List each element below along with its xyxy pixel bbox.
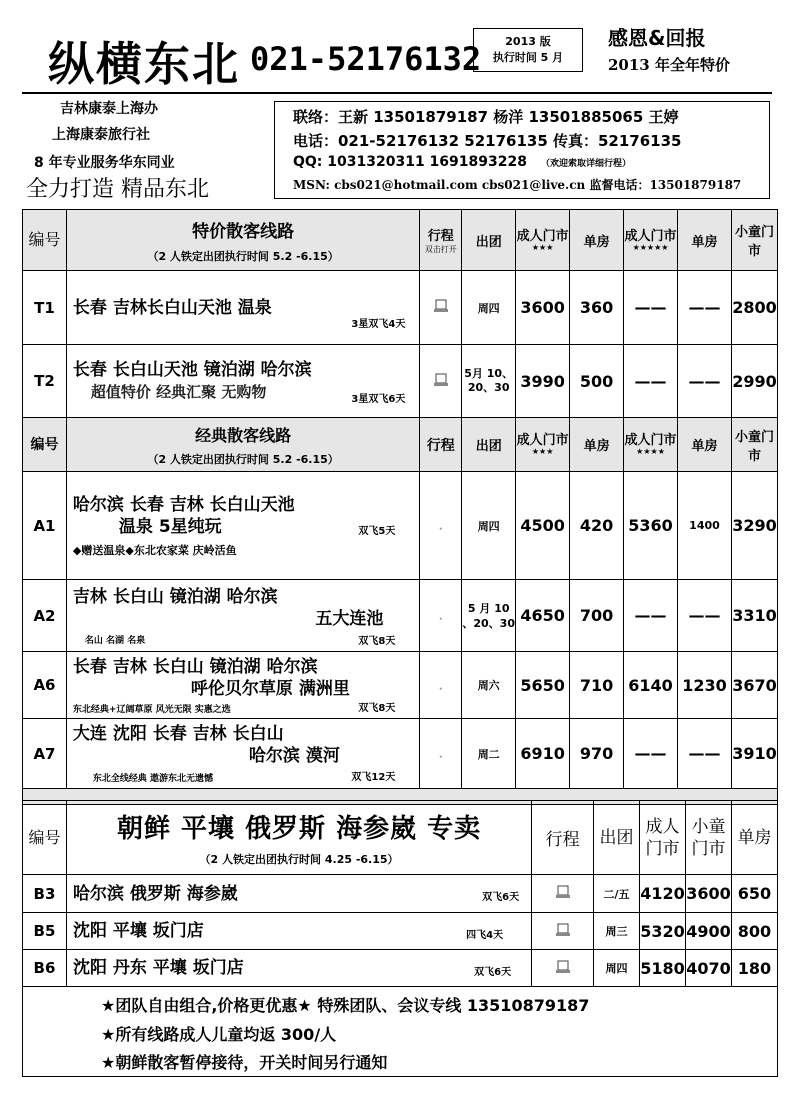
section1-subtitle: （2 人铁定出团执行时间 5.2 -6.15） — [147, 249, 339, 263]
single2-header: 单房 — [678, 210, 732, 271]
adult-stars: ★★★ — [531, 446, 554, 456]
route-trip: 双飞8天 — [358, 636, 396, 647]
route-adult2: 5360 — [624, 472, 678, 580]
route-desc — [66, 472, 419, 580]
child-header: 小童门市 — [731, 210, 777, 271]
route-adult2: —— — [624, 580, 678, 652]
single-header: 单房 — [570, 418, 624, 472]
route-single: 650 — [731, 875, 777, 913]
single2-header: 单房 — [678, 418, 732, 472]
route-child: 3670 — [731, 652, 777, 719]
version-box — [473, 28, 583, 72]
route-desc — [66, 719, 419, 789]
route-code: B3 — [23, 875, 67, 913]
adult2-label: 成人门市 — [624, 228, 677, 244]
itinerary-link[interactable] — [532, 913, 594, 950]
section1-title: 特价散客线路 — [192, 221, 295, 242]
document-icon — [555, 885, 571, 899]
header-divider — [22, 92, 772, 94]
contact-names: 联络：王新 13501879187 杨洋 13501885065 王婷 — [293, 108, 679, 126]
route-adult: 5650 — [516, 652, 570, 719]
route-line2: 温泉 5星纯玩 — [118, 516, 222, 537]
route-adult2: —— — [624, 345, 678, 418]
route-trip: 双飞6天 — [482, 892, 520, 903]
document-icon — [433, 373, 449, 387]
route-single: 180 — [731, 950, 777, 987]
section2-title-cell — [66, 418, 419, 472]
route-code: A2 — [23, 580, 67, 652]
itinerary-header: 行程 — [420, 418, 462, 472]
version-line2: 执行时间 5 月 — [492, 51, 564, 64]
route-departure: 周六 — [462, 652, 516, 719]
route-code: B5 — [23, 913, 67, 950]
dot-icon: • — [438, 616, 443, 623]
route-desc — [66, 875, 531, 913]
route-note: 名山 名湖 名泉 — [84, 635, 146, 646]
route-single: 700 — [570, 580, 624, 652]
route-desc — [66, 345, 419, 418]
brand-title: 纵横东北 — [48, 37, 240, 91]
route-desc — [66, 913, 531, 950]
route-adult: 5180 — [639, 950, 685, 987]
adult-header — [516, 418, 570, 472]
route-adult: 4120 — [639, 875, 685, 913]
route-departure: 周四 — [594, 950, 640, 987]
route-line1: 长春 长白山天池 镜泊湖 哈尔滨 — [72, 360, 312, 380]
contact-qq — [293, 154, 631, 170]
route-desc — [66, 580, 419, 652]
code-header: 编号 — [23, 801, 67, 875]
section1-header — [23, 210, 778, 271]
route-adult: 4500 — [516, 472, 570, 580]
route-code: A7 — [23, 719, 67, 789]
section1-title-cell — [66, 210, 419, 271]
route-line2: 五大连池 — [315, 608, 384, 629]
section2-title: 经典散客线路 — [195, 425, 292, 445]
route-line: 哈尔滨 俄罗斯 海参崴 — [72, 883, 238, 904]
route-note: ◆赠送温泉◆东北农家菜 庆岭活鱼 — [72, 543, 237, 557]
route-table-main — [22, 209, 778, 805]
code-header: 编号 — [23, 418, 67, 472]
route-row-B3 — [23, 875, 778, 913]
adult2-header — [624, 210, 678, 271]
route-code: T2 — [23, 345, 67, 418]
route-single: 500 — [570, 345, 624, 418]
itinerary-header: 行程 — [532, 801, 594, 875]
route-note: 东北全线经典 遨游东北无遗憾 — [92, 774, 214, 784]
route-row-T2 — [23, 345, 778, 418]
route-row-B5 — [23, 913, 778, 950]
route-child: 3600 — [685, 875, 731, 913]
route-code: A1 — [23, 472, 67, 580]
contact-qq-text: QQ: 1031320311 1691893228 — [293, 154, 527, 170]
dot-icon: • — [438, 685, 443, 693]
route-adult2: 6140 — [624, 652, 678, 719]
route-row-A7 — [23, 719, 778, 789]
route-adult2: —— — [624, 719, 678, 789]
itinerary-link[interactable] — [420, 345, 462, 418]
route-row-A2 — [23, 580, 778, 652]
itinerary-header — [420, 210, 462, 271]
route-row-A1 — [23, 472, 778, 580]
itinerary-link[interactable] — [532, 875, 594, 913]
itinerary-link[interactable] — [420, 652, 462, 719]
adult-header — [516, 210, 570, 271]
single-header: 单房 — [570, 210, 624, 271]
adult-label: 成人门市 — [516, 228, 569, 244]
route-single: 420 — [570, 472, 624, 580]
contact-msn: MSN: cbs021@hotmail.com cbs021@live.cn 监督电话：13501879187 — [293, 178, 742, 192]
company-line2: 上海康泰旅行社 — [52, 127, 150, 143]
route-single: 800 — [731, 913, 777, 950]
route-single: 970 — [570, 719, 624, 789]
route-line: 沈阳 平壤 坂门店 — [72, 921, 204, 941]
route-trip: 四飞4天 — [466, 930, 504, 941]
departure-header: 出团 — [462, 418, 516, 472]
note-line2: ★所有线路成人儿童均返 300/人 — [101, 1025, 337, 1044]
route-adult: 5320 — [639, 913, 685, 950]
route-note: 东北经典+辽阔草原 风光无限 实惠之选 — [72, 704, 231, 715]
route-trip: 双飞8天 — [358, 703, 396, 714]
itinerary-label: 行程 — [427, 229, 454, 244]
departure-header: 出团 — [462, 210, 516, 271]
route-adult2: —— — [624, 271, 678, 345]
section3-header — [23, 801, 778, 875]
adult2-stars: ★★★★ — [636, 446, 665, 456]
route-single: 360 — [570, 271, 624, 345]
section2-header — [23, 418, 778, 472]
section2-subtitle: （2 人铁定出团执行时间 5.2 -6.15） — [147, 452, 339, 466]
notes-row — [23, 987, 778, 1077]
adult2-stars: ★★★★★ — [632, 242, 669, 252]
adult2-label: 成人门市 — [624, 432, 677, 448]
contact-qq-note: （欢迎索取详细行程） — [540, 159, 631, 169]
route-child: 2800 — [731, 271, 777, 345]
slogan-year: 2013 年全年特价 — [608, 56, 730, 74]
route-code: A6 — [23, 652, 67, 719]
document-icon — [555, 960, 571, 974]
notes-cell — [23, 987, 778, 1077]
header-phone: 021-52176132 — [250, 40, 482, 78]
route-single2: 1400 — [678, 472, 732, 580]
child-header: 小童门市 — [731, 418, 777, 472]
route-line1: 哈尔滨 长春 吉林 长白山天池 — [72, 494, 295, 515]
route-child: 3290 — [731, 472, 777, 580]
route-trip: 双飞6天 — [474, 967, 512, 978]
route-desc — [66, 950, 531, 987]
adult2-header — [624, 418, 678, 472]
route-adult: 4650 — [516, 580, 570, 652]
route-child: 4900 — [685, 913, 731, 950]
route-departure: 周二 — [462, 719, 516, 789]
route-child: 3310 — [731, 580, 777, 652]
route-adult: 6910 — [516, 719, 570, 789]
route-adult: 3600 — [516, 271, 570, 345]
route-child: 4070 — [685, 950, 731, 987]
route-departure: 5月 10、20、30 — [462, 345, 516, 418]
section3-subtitle: （2 人铁定出团执行时间 4.25 -6.15） — [199, 853, 399, 866]
route-departure: 5 月 10 、20、30 — [462, 580, 516, 652]
route-child: 2990 — [731, 345, 777, 418]
single-header: 单房 — [731, 801, 777, 875]
section3-title-cell — [66, 801, 531, 875]
route-single2: —— — [678, 345, 732, 418]
route-code: B6 — [23, 950, 67, 987]
route-single: 710 — [570, 652, 624, 719]
route-table-korea — [22, 800, 778, 1077]
version-line1: 2013 版 — [505, 35, 551, 48]
contact-phones: 电话：021-52176132 52176135 传真：52176135 — [293, 132, 682, 150]
route-departure: 周三 — [594, 913, 640, 950]
route-line2: 超值特价 经典汇聚 无购物 — [90, 383, 267, 401]
note-line3: ★朝鲜散客暂停接待，开关时间另行通知 — [101, 1053, 388, 1072]
route-line2: 呼伦贝尔草原 满洲里 — [190, 678, 350, 699]
company-line1: 吉林康泰上海办 — [60, 101, 158, 117]
route-code: T1 — [23, 271, 67, 345]
contact-box — [274, 101, 770, 199]
adult-stars: ★★★ — [531, 242, 554, 252]
route-line: 沈阳 丹东 平壤 坂门店 — [72, 958, 244, 978]
route-departure: 周四 — [462, 271, 516, 345]
route-single2: —— — [678, 271, 732, 345]
route-desc — [66, 271, 419, 345]
adult-label: 成人门市 — [516, 432, 569, 448]
adult-header: 成人门市 — [639, 801, 685, 875]
route-line1: 长春 吉林 长白山 镜泊湖 哈尔滨 — [72, 656, 318, 677]
route-adult: 3990 — [516, 345, 570, 418]
itinerary-link[interactable] — [532, 950, 594, 987]
route-child: 3910 — [731, 719, 777, 789]
itinerary-link[interactable] — [420, 580, 462, 652]
slogan-thanks: 感恩&回报 — [608, 26, 706, 50]
route-line2: 哈尔滨 漠河 — [248, 746, 340, 766]
route-trip: 双飞5天 — [358, 526, 396, 537]
route-line1: 吉林 长白山 镜泊湖 哈尔滨 — [72, 586, 278, 607]
note-line1: ★团队自由组合,价格更优惠★ 特殊团队、会议专线 13510879187 — [101, 996, 590, 1015]
itinerary-link[interactable] — [420, 271, 462, 345]
itinerary-note: 双击打开 — [424, 245, 457, 254]
dot-icon: • — [438, 526, 443, 533]
departure-header: 出团 — [594, 801, 640, 875]
code-header: 编号 — [23, 210, 67, 271]
route-row-T1 — [23, 271, 778, 345]
child-header: 小童门市 — [685, 801, 731, 875]
route-trip: 双飞12天 — [351, 772, 396, 783]
route-row-B6 — [23, 950, 778, 987]
route-departure: 二/五 — [594, 875, 640, 913]
document-icon — [433, 299, 449, 313]
section3-title: 朝鲜 平壤 俄罗斯 海参崴 专卖 — [116, 814, 482, 844]
route-single2: 1230 — [678, 652, 732, 719]
route-row-A6 — [23, 652, 778, 719]
route-single2: —— — [678, 719, 732, 789]
document-icon — [555, 923, 571, 937]
dot-icon: • — [438, 754, 443, 761]
route-line1: 长春 吉林长白山天池 温泉 — [72, 297, 272, 318]
route-trip: 3星双飞4天 — [351, 319, 406, 330]
route-departure: 周四 — [462, 472, 516, 580]
company-line4: 全力打造 精品东北 — [26, 177, 209, 202]
itinerary-link[interactable] — [420, 719, 462, 789]
route-single2: —— — [678, 580, 732, 652]
route-trip: 3星双飞6天 — [351, 394, 406, 405]
route-desc — [66, 652, 419, 719]
company-line3: 8 年专业服务华东同业 — [34, 155, 175, 171]
itinerary-link[interactable] — [420, 472, 462, 580]
route-line1: 大连 沈阳 长春 吉林 长白山 — [72, 724, 284, 744]
